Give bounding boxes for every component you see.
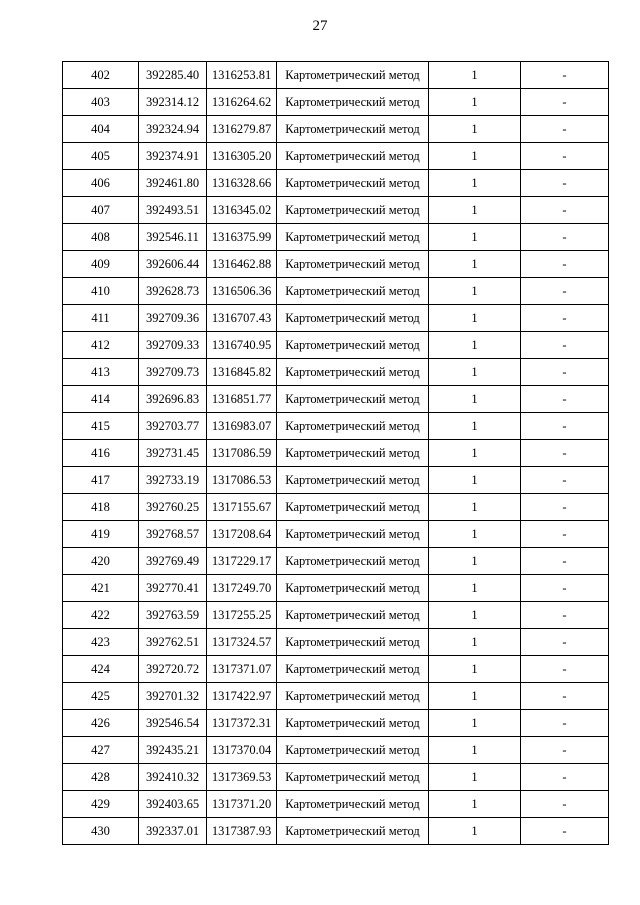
cell-accuracy: 1 <box>429 359 521 386</box>
cell-note: - <box>521 251 609 278</box>
table-row <box>63 683 609 710</box>
cell-method: Картометрический метод <box>277 494 429 521</box>
cell-x-coordinate: 392374.91 <box>139 143 207 170</box>
cell-y-coordinate: 1317229.17 <box>207 548 277 575</box>
cell-y-coordinate: 1316279.87 <box>207 116 277 143</box>
table-row <box>63 332 609 359</box>
cell-method: Картометрический метод <box>277 737 429 764</box>
table-row <box>63 791 609 818</box>
cell-accuracy: 1 <box>429 251 521 278</box>
cell-method: Картометрический метод <box>277 548 429 575</box>
cell-accuracy: 1 <box>429 62 521 89</box>
cell-method: Картометрический метод <box>277 710 429 737</box>
cell-x-coordinate: 392701.32 <box>139 683 207 710</box>
cell-point-number: 423 <box>63 629 139 656</box>
cell-method: Картометрический метод <box>277 143 429 170</box>
cell-y-coordinate: 1316253.81 <box>207 62 277 89</box>
table-row <box>63 710 609 737</box>
cell-point-number: 410 <box>63 278 139 305</box>
cell-x-coordinate: 392324.94 <box>139 116 207 143</box>
cell-accuracy: 1 <box>429 143 521 170</box>
cell-note: - <box>521 764 609 791</box>
cell-y-coordinate: 1316305.20 <box>207 143 277 170</box>
table-row <box>63 359 609 386</box>
cell-x-coordinate: 392731.45 <box>139 440 207 467</box>
cell-accuracy: 1 <box>429 818 521 845</box>
cell-y-coordinate: 1316264.62 <box>207 89 277 116</box>
cell-note: - <box>521 602 609 629</box>
table-row <box>63 602 609 629</box>
cell-note: - <box>521 737 609 764</box>
cell-x-coordinate: 392493.51 <box>139 197 207 224</box>
cell-x-coordinate: 392769.49 <box>139 548 207 575</box>
cell-note: - <box>521 683 609 710</box>
cell-point-number: 409 <box>63 251 139 278</box>
cell-point-number: 428 <box>63 764 139 791</box>
table-row <box>63 251 609 278</box>
cell-y-coordinate: 1316462.88 <box>207 251 277 278</box>
cell-accuracy: 1 <box>429 764 521 791</box>
cell-note: - <box>521 818 609 845</box>
cell-y-coordinate: 1317249.70 <box>207 575 277 602</box>
cell-accuracy: 1 <box>429 548 521 575</box>
cell-accuracy: 1 <box>429 440 521 467</box>
cell-note: - <box>521 89 609 116</box>
cell-point-number: 416 <box>63 440 139 467</box>
table-row <box>63 440 609 467</box>
cell-note: - <box>521 116 609 143</box>
cell-y-coordinate: 1316328.66 <box>207 170 277 197</box>
cell-accuracy: 1 <box>429 656 521 683</box>
table-row <box>63 818 609 845</box>
table-row <box>63 278 609 305</box>
cell-point-number: 414 <box>63 386 139 413</box>
cell-method: Картометрический метод <box>277 764 429 791</box>
cell-accuracy: 1 <box>429 494 521 521</box>
cell-y-coordinate: 1316375.99 <box>207 224 277 251</box>
table-row <box>63 143 609 170</box>
cell-point-number: 421 <box>63 575 139 602</box>
cell-method: Картометрический метод <box>277 386 429 413</box>
cell-x-coordinate: 392770.41 <box>139 575 207 602</box>
table-row <box>63 656 609 683</box>
table-row <box>63 170 609 197</box>
cell-point-number: 422 <box>63 602 139 629</box>
cell-x-coordinate: 392696.83 <box>139 386 207 413</box>
cell-y-coordinate: 1317387.93 <box>207 818 277 845</box>
cell-method: Картометрический метод <box>277 197 429 224</box>
cell-note: - <box>521 440 609 467</box>
cell-accuracy: 1 <box>429 386 521 413</box>
cell-y-coordinate: 1316740.95 <box>207 332 277 359</box>
cell-point-number: 406 <box>63 170 139 197</box>
cell-x-coordinate: 392410.32 <box>139 764 207 791</box>
table-row <box>63 521 609 548</box>
table-row <box>63 62 609 89</box>
cell-point-number: 405 <box>63 143 139 170</box>
cell-accuracy: 1 <box>429 278 521 305</box>
cell-method: Картометрический метод <box>277 521 429 548</box>
cell-method: Картометрический метод <box>277 791 429 818</box>
cell-note: - <box>521 359 609 386</box>
cell-accuracy: 1 <box>429 791 521 818</box>
cell-point-number: 426 <box>63 710 139 737</box>
cell-x-coordinate: 392337.01 <box>139 818 207 845</box>
cell-y-coordinate: 1317371.20 <box>207 791 277 818</box>
cell-method: Картометрический метод <box>277 656 429 683</box>
cell-x-coordinate: 392763.59 <box>139 602 207 629</box>
table-row <box>63 575 609 602</box>
cell-point-number: 402 <box>63 62 139 89</box>
cell-method: Картометрический метод <box>277 251 429 278</box>
cell-y-coordinate: 1316506.36 <box>207 278 277 305</box>
cell-point-number: 425 <box>63 683 139 710</box>
cell-note: - <box>521 629 609 656</box>
table-row <box>63 116 609 143</box>
cell-y-coordinate: 1317324.57 <box>207 629 277 656</box>
cell-method: Картометрический метод <box>277 413 429 440</box>
cell-note: - <box>521 548 609 575</box>
cell-method: Картометрический метод <box>277 575 429 602</box>
cell-y-coordinate: 1317422.97 <box>207 683 277 710</box>
cell-point-number: 430 <box>63 818 139 845</box>
cell-x-coordinate: 392628.73 <box>139 278 207 305</box>
cell-y-coordinate: 1316983.07 <box>207 413 277 440</box>
cell-method: Картометрический метод <box>277 440 429 467</box>
cell-x-coordinate: 392435.21 <box>139 737 207 764</box>
cell-method: Картометрический метод <box>277 89 429 116</box>
cell-y-coordinate: 1317369.53 <box>207 764 277 791</box>
cell-accuracy: 1 <box>429 602 521 629</box>
page-number: 27 <box>312 18 328 34</box>
cell-point-number: 411 <box>63 305 139 332</box>
cell-method: Картометрический метод <box>277 467 429 494</box>
cell-method: Картометрический метод <box>277 818 429 845</box>
cell-point-number: 412 <box>63 332 139 359</box>
cell-y-coordinate: 1317255.25 <box>207 602 277 629</box>
cell-x-coordinate: 392461.80 <box>139 170 207 197</box>
cell-note: - <box>521 413 609 440</box>
cell-y-coordinate: 1316845.82 <box>207 359 277 386</box>
cell-note: - <box>521 494 609 521</box>
cell-point-number: 427 <box>63 737 139 764</box>
cell-x-coordinate: 392546.54 <box>139 710 207 737</box>
cell-y-coordinate: 1317155.67 <box>207 494 277 521</box>
cell-x-coordinate: 392606.44 <box>139 251 207 278</box>
cell-method: Картометрический метод <box>277 62 429 89</box>
cell-note: - <box>521 143 609 170</box>
cell-point-number: 413 <box>63 359 139 386</box>
cell-method: Картометрический метод <box>277 116 429 143</box>
cell-point-number: 418 <box>63 494 139 521</box>
cell-note: - <box>521 332 609 359</box>
cell-method: Картометрический метод <box>277 683 429 710</box>
cell-y-coordinate: 1317086.59 <box>207 440 277 467</box>
table-row <box>63 197 609 224</box>
cell-x-coordinate: 392285.40 <box>139 62 207 89</box>
cell-x-coordinate: 392768.57 <box>139 521 207 548</box>
cell-note: - <box>521 62 609 89</box>
cell-accuracy: 1 <box>429 737 521 764</box>
cell-accuracy: 1 <box>429 305 521 332</box>
cell-note: - <box>521 386 609 413</box>
cell-note: - <box>521 170 609 197</box>
cell-point-number: 408 <box>63 224 139 251</box>
cell-accuracy: 1 <box>429 224 521 251</box>
cell-accuracy: 1 <box>429 170 521 197</box>
table-row <box>63 548 609 575</box>
cell-x-coordinate: 392709.33 <box>139 332 207 359</box>
cell-accuracy: 1 <box>429 413 521 440</box>
cell-note: - <box>521 791 609 818</box>
cell-y-coordinate: 1316851.77 <box>207 386 277 413</box>
cell-note: - <box>521 656 609 683</box>
cell-x-coordinate: 392760.25 <box>139 494 207 521</box>
cell-x-coordinate: 392703.77 <box>139 413 207 440</box>
cell-x-coordinate: 392546.11 <box>139 224 207 251</box>
cell-point-number: 424 <box>63 656 139 683</box>
cell-note: - <box>521 197 609 224</box>
table-row <box>63 764 609 791</box>
table-row <box>63 386 609 413</box>
cell-accuracy: 1 <box>429 710 521 737</box>
table-row <box>63 413 609 440</box>
table-row <box>63 224 609 251</box>
table-row <box>63 737 609 764</box>
cell-x-coordinate: 392709.73 <box>139 359 207 386</box>
cell-note: - <box>521 710 609 737</box>
cell-y-coordinate: 1317370.04 <box>207 737 277 764</box>
cell-x-coordinate: 392720.72 <box>139 656 207 683</box>
cell-accuracy: 1 <box>429 521 521 548</box>
coordinates-table <box>62 61 609 845</box>
cell-y-coordinate: 1317371.07 <box>207 656 277 683</box>
cell-note: - <box>521 521 609 548</box>
cell-note: - <box>521 305 609 332</box>
cell-accuracy: 1 <box>429 629 521 656</box>
cell-y-coordinate: 1317086.53 <box>207 467 277 494</box>
cell-y-coordinate: 1317208.64 <box>207 521 277 548</box>
cell-note: - <box>521 467 609 494</box>
cell-method: Картометрический метод <box>277 332 429 359</box>
cell-point-number: 403 <box>63 89 139 116</box>
cell-y-coordinate: 1316707.43 <box>207 305 277 332</box>
cell-x-coordinate: 392762.51 <box>139 629 207 656</box>
cell-method: Картометрический метод <box>277 359 429 386</box>
table-body <box>63 62 609 845</box>
cell-point-number: 404 <box>63 116 139 143</box>
cell-point-number: 429 <box>63 791 139 818</box>
cell-point-number: 417 <box>63 467 139 494</box>
cell-method: Картометрический метод <box>277 170 429 197</box>
table-row <box>63 467 609 494</box>
cell-accuracy: 1 <box>429 683 521 710</box>
cell-method: Картометрический метод <box>277 305 429 332</box>
cell-method: Картометрический метод <box>277 278 429 305</box>
table-row <box>63 629 609 656</box>
cell-accuracy: 1 <box>429 89 521 116</box>
cell-accuracy: 1 <box>429 197 521 224</box>
cell-note: - <box>521 575 609 602</box>
cell-x-coordinate: 392403.65 <box>139 791 207 818</box>
cell-accuracy: 1 <box>429 332 521 359</box>
cell-accuracy: 1 <box>429 575 521 602</box>
cell-x-coordinate: 392733.19 <box>139 467 207 494</box>
cell-x-coordinate: 392314.12 <box>139 89 207 116</box>
table-row <box>63 494 609 521</box>
table-row <box>63 89 609 116</box>
cell-note: - <box>521 278 609 305</box>
cell-point-number: 420 <box>63 548 139 575</box>
cell-accuracy: 1 <box>429 116 521 143</box>
cell-method: Картометрический метод <box>277 224 429 251</box>
cell-point-number: 407 <box>63 197 139 224</box>
cell-point-number: 419 <box>63 521 139 548</box>
cell-y-coordinate: 1317372.31 <box>207 710 277 737</box>
cell-x-coordinate: 392709.36 <box>139 305 207 332</box>
cell-point-number: 415 <box>63 413 139 440</box>
cell-method: Картометрический метод <box>277 602 429 629</box>
cell-method: Картометрический метод <box>277 629 429 656</box>
cell-accuracy: 1 <box>429 467 521 494</box>
cell-note: - <box>521 224 609 251</box>
table-row <box>63 305 609 332</box>
cell-y-coordinate: 1316345.02 <box>207 197 277 224</box>
